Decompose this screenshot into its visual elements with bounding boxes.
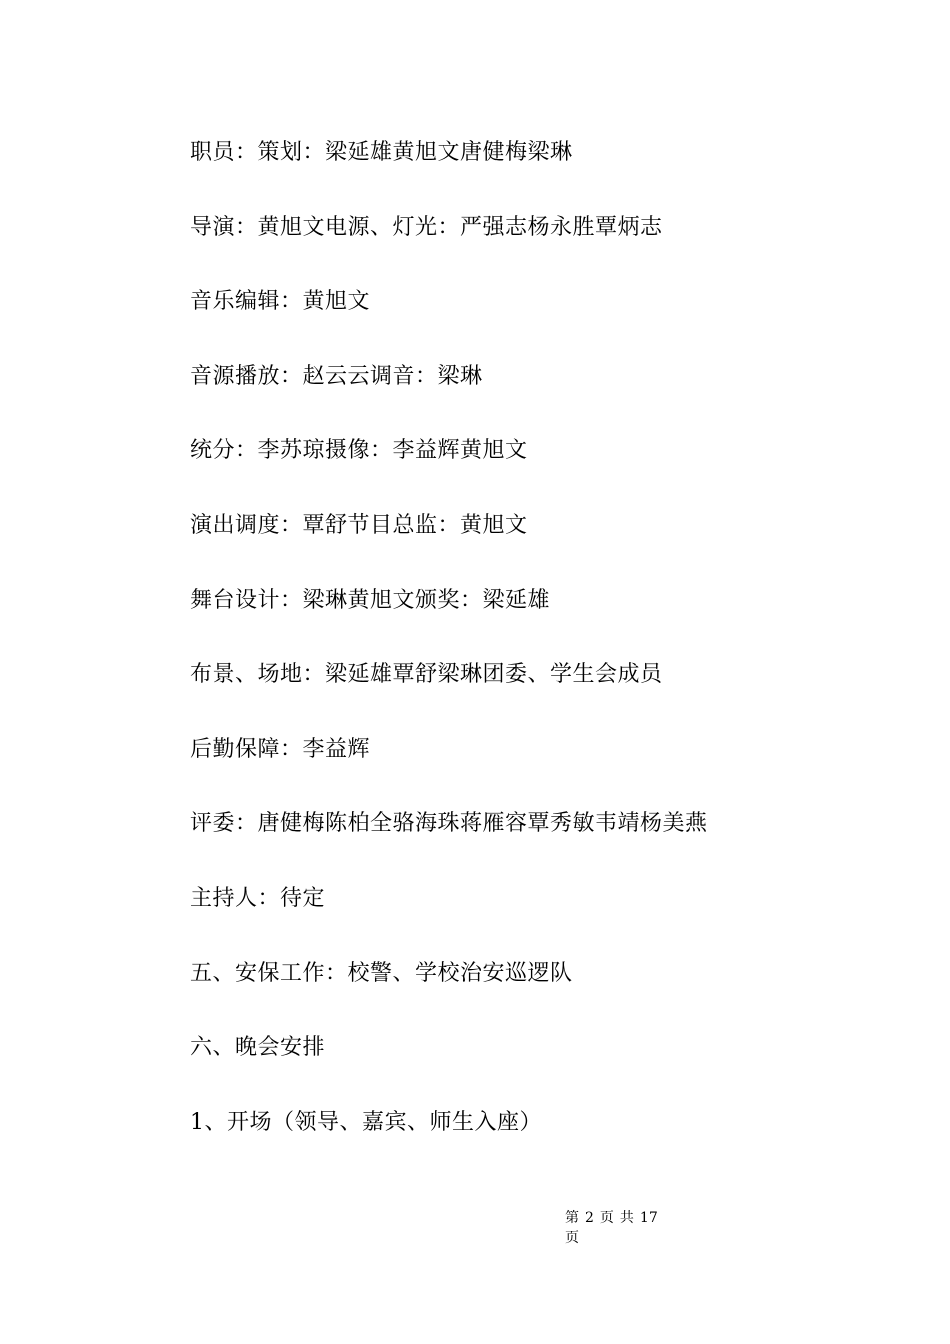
text-line-director-lighting: 导演：黄旭文电源、灯光：严强志杨永胜覃炳志 [190, 214, 663, 240]
text-line-staff-planning: 职员：策划：梁延雄黄旭文唐健梅梁琳 [190, 140, 573, 165]
text-line-audio-playback: 音源播放：赵云云调音：梁琳 [190, 363, 483, 389]
text-line-scenery-venue: 布景、场地：梁延雄覃舒梁琳团委、学生会成员 [190, 662, 663, 688]
footer-suffix: 页 [565, 1230, 579, 1246]
text-line-security: 五、安保工作：校警、学校治安巡逻队 [190, 960, 573, 986]
footer-prefix: 第 [565, 1210, 579, 1226]
page-number-footer [275, 1208, 675, 1248]
text-line-host: 主持人：待定 [190, 885, 326, 911]
text-line-scoring-camera: 统分：李苏琼摄像：李益辉黄旭文 [190, 438, 528, 464]
text-line-stage-design: 舞台设计：梁琳黄旭文颁奖：梁延雄 [190, 587, 551, 613]
document-body [190, 137, 850, 1181]
text-line-gala-arrangement: 六、晚会安排 [190, 1035, 326, 1061]
text-line-music-editor: 音乐编辑：黄旭文 [190, 289, 371, 315]
footer-total-word: 共 [619, 1210, 634, 1226]
footer-current-page: 2 [585, 1210, 594, 1226]
text-line-judges: 评委：唐健梅陈柏全骆海珠蒋雁容覃秀敏韦靖杨美燕 [190, 811, 708, 837]
text-line-stage-manager: 演出调度：覃舒节目总监：黄旭文 [190, 512, 528, 538]
footer-total-pages: 17 [639, 1210, 658, 1226]
text-line-opening: 1、开场（领导、嘉宾、师生入座） [190, 1109, 542, 1135]
text-line-logistics: 后勤保障：李益辉 [190, 736, 371, 762]
footer-page-word: 页 [599, 1210, 614, 1226]
